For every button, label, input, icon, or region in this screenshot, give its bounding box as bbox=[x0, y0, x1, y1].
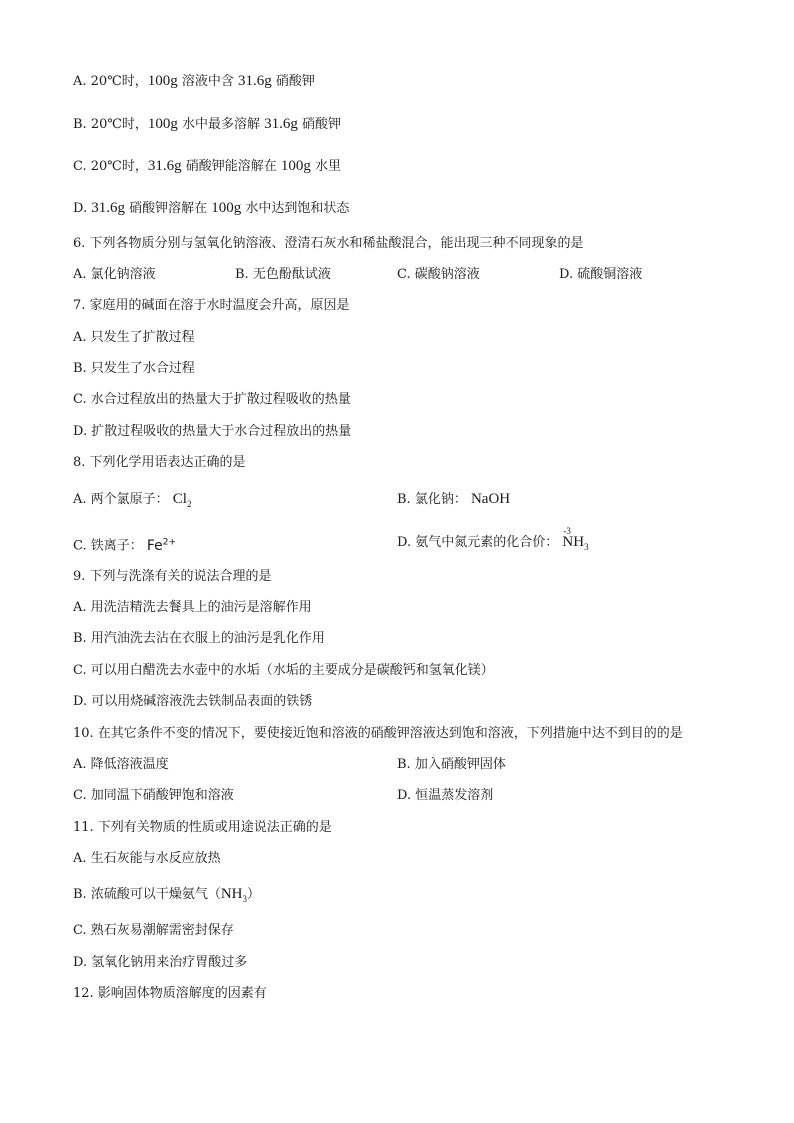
q7-stem: 7. 家庭用的碱面在溶于水时温度会升高，原因是 bbox=[73, 298, 350, 313]
q5-b-prefix: B. 20℃时， bbox=[73, 117, 148, 132]
q8-c-label: C. 铁离子： bbox=[73, 538, 143, 554]
q7-option-b: B. 只发生了水合过程 bbox=[73, 361, 195, 376]
q5-a-value2: 31.6g bbox=[238, 73, 272, 89]
q5-c-prefix: C. 20℃时， bbox=[73, 159, 148, 174]
q11-b-formula bbox=[221, 886, 247, 902]
q9-option-c: C. 可以用白醋洗去水壶中的水垢（水垢的主要成分是碳酸钙和氢氧化镁） bbox=[73, 663, 494, 678]
q5-a-prefix: A. 20℃时， bbox=[73, 74, 148, 89]
q7-option-d: D. 扩散过程吸收的热量大于水合过程放出的热量 bbox=[73, 424, 352, 439]
q8-d-oxidation-state: -3 bbox=[563, 526, 571, 536]
q9-option-a: A. 用洗洁精洗去餐具上的油污是溶解作用 bbox=[73, 600, 312, 615]
q5-b-suffix: 硝酸钾 bbox=[297, 117, 342, 132]
q8-c-formula bbox=[147, 538, 176, 554]
q6-option-a: A. 氯化钠溶液 bbox=[73, 267, 156, 282]
q8-d-label: D. 氨气中氮元素的化合价： bbox=[397, 535, 559, 550]
q5-d-value2: 100g bbox=[211, 200, 242, 216]
q8-c-formula-main: Fe bbox=[146, 537, 163, 554]
q8-option-b bbox=[397, 490, 510, 509]
q5-c-mid: 硝酸钾能溶解在 bbox=[181, 159, 281, 174]
q9-option-b: B. 用汽油洗去沾在衣服上的油污是乳化作用 bbox=[73, 631, 325, 646]
q5-d-suffix: 水中达到饱和状态 bbox=[241, 201, 350, 216]
q8-option-a bbox=[73, 490, 191, 513]
q6-stem: 6. 下列各物质分别与氢氧化钠溶液、澄清石灰水和稀盐酸混合，能出现三种不同现象的是 bbox=[73, 236, 584, 251]
q10-option-b: B. 加入硝酸钾固体 bbox=[397, 757, 506, 772]
q5-c-value2: 100g bbox=[280, 158, 311, 174]
q8-d-formula-n: N bbox=[562, 534, 574, 550]
q6-option-b: B. 无色酚酞试液 bbox=[235, 267, 331, 282]
q10-option-a: A. 降低溶液温度 bbox=[73, 757, 169, 772]
q8-stem: 8. 下列化学用语表达正确的是 bbox=[73, 455, 246, 470]
q11-b-formula-sub: 3 bbox=[242, 894, 247, 904]
q5-d-value1: 31.6g bbox=[91, 200, 125, 216]
q10-option-c: C. 加同温下硝酸钾饱和溶液 bbox=[73, 788, 234, 803]
q11-option-b bbox=[73, 885, 260, 908]
q8-b-formula: NaOH bbox=[470, 491, 511, 507]
q5-b-mid: 水中最多溶解 bbox=[177, 117, 265, 132]
q6-option-c: C. 碳酸钠溶液 bbox=[397, 267, 480, 282]
q10-option-d: D. 恒温蒸发溶剂 bbox=[397, 788, 494, 803]
q5-option-a bbox=[73, 72, 315, 91]
q11-b-formula-main: NH bbox=[220, 886, 243, 902]
q11-b-label: B. 浓硫酸可以干燥氨气（ bbox=[73, 887, 221, 902]
q5-d-prefix: D. bbox=[73, 201, 92, 216]
q5-option-d bbox=[73, 199, 349, 218]
q7-option-a: A. 只发生了扩散过程 bbox=[73, 330, 195, 345]
q8-d-formula-h: H bbox=[573, 534, 585, 550]
q11-option-a: A. 生石灰能与水反应放热 bbox=[73, 851, 221, 866]
q5-a-suffix: 硝酸钾 bbox=[271, 74, 315, 89]
q5-d-mid: 硝酸钾溶解在 bbox=[124, 201, 212, 216]
q5-a-mid: 溶液中含 bbox=[177, 74, 239, 89]
q5-option-c bbox=[73, 157, 341, 176]
q8-a-formula bbox=[173, 491, 192, 507]
q10-stem: 10. 在其它条件不变的情况下，要使接近饱和溶液的硝酸钾溶液达到饱和溶液，下列措施中达不到目的的是 bbox=[73, 726, 683, 741]
q11-stem: 11. 下列有关物质的性质或用途说法正确的是 bbox=[73, 820, 332, 835]
q8-d-formula-sub: 3 bbox=[584, 542, 589, 552]
q5-a-value1: 100g bbox=[147, 73, 178, 89]
q5-c-value1: 31.6g bbox=[147, 158, 182, 174]
q11-b-close-paren: ） bbox=[247, 887, 261, 902]
q12-stem: 12. 影响固体物质溶解度的因素有 bbox=[73, 986, 267, 1001]
q8-option-c bbox=[73, 533, 176, 556]
q11-option-d: D. 氢氧化钠用来治疗胃酸过多 bbox=[73, 955, 248, 970]
q8-a-label: A. 两个氯原子： bbox=[73, 492, 169, 507]
q8-option-d bbox=[397, 526, 589, 556]
q5-c-suffix: 水里 bbox=[310, 159, 341, 174]
q8-c-formula-sup: 2+ bbox=[162, 537, 177, 547]
q8-d-formula bbox=[562, 526, 589, 556]
q9-option-d: D. 可以用烧碱溶液洗去铁制品表面的铁锈 bbox=[73, 694, 313, 709]
q5-option-b bbox=[73, 115, 341, 134]
q6-option-d: D. 硫酸铜溶液 bbox=[559, 267, 643, 282]
q8-b-label: B. 氯化钠： bbox=[397, 492, 467, 507]
q9-stem: 9. 下列与洗涤有关的说法合理的是 bbox=[73, 569, 272, 584]
q7-option-c: C. 水合过程放出的热量大于扩散过程吸收的热量 bbox=[73, 392, 351, 407]
q8-a-formula-sub: 2 bbox=[186, 499, 192, 509]
q8-a-formula-main: Cl bbox=[172, 491, 187, 507]
q11-option-c: C. 熟石灰易潮解需密封保存 bbox=[73, 923, 234, 938]
q5-b-value2: 31.6g bbox=[264, 116, 298, 132]
q5-b-value1: 100g bbox=[147, 116, 178, 132]
